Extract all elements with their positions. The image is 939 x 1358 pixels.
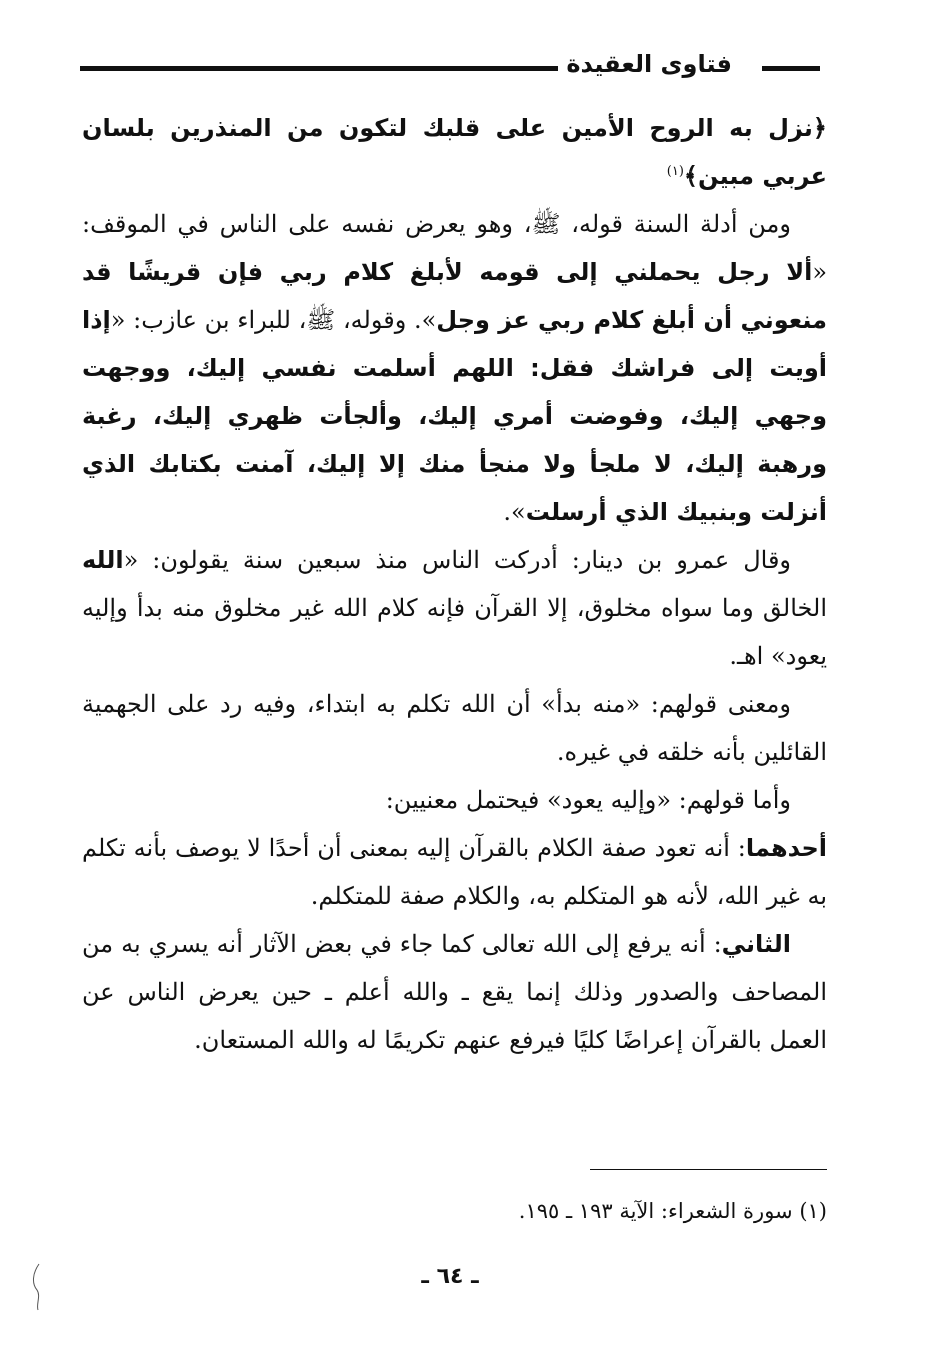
text-segment: وقال عمرو بن دينار: أدركت الناس منذ سبعين سنة يقولون: « [123, 546, 791, 574]
hadith-quote: إذا أويت إلى فراشك فقل: اللهم أسلمت نفسي إليك، ووجهت وجهي إليك، وفوضت أمري إليك، وألجأت ظهري إليك، رغبة ورهبة إليك، لا ملجأ ولا منجأ منك إلا إليك، آمنت بكتابك الذي أنزلت وبنبيك الذي أرسلت [82, 306, 827, 526]
body-text [82, 104, 827, 1064]
text-segment: : أنه يرفع إلى الله تعالى كما جاء في بعض الآثار أنه يسري به من المصاحف والصدور وذلك إنما يقع ـ والله أعلم ـ حين يعرض الناس عن العمل بالقرآن إعراضًا كليًا فيرفع عنهم تكريمًا له والله المستعان. [82, 930, 827, 1054]
term-label: الثاني [721, 930, 791, 958]
paragraph [82, 920, 827, 1064]
text-segment: ومن أدلة السنة قوله، ﷺ، وهو يعرض نفسه على الناس في الموقف: « [82, 210, 827, 286]
hadith-quote: ألا رجل يحملني إلى قومه لأبلغ كلام ربي فإن قريشًا قد منعوني أن أبلغ كلام ربي عز وجل [82, 258, 827, 334]
text-segment: الخالق وما سواه مخلوق، إلا القرآن فإنه كلام الله غير مخلوق منه بدأ وإليه يعود» اهـ. [82, 594, 827, 670]
text-segment: ». وقوله، ﷺ، للبراء بن عازب: « [110, 306, 437, 334]
paragraph [82, 776, 827, 824]
footnote: (١) سورة الشعراء: الآية ١٩٣ ـ ١٩٥. [518, 1199, 827, 1223]
page-number: ـ ٦٤ ـ [421, 1264, 479, 1289]
text-segment: ». [503, 498, 526, 526]
text-segment: ومعنى قولهم: «منه بدأ» أن الله تكلم به ابتداء، وفيه رد على الجهمية القائلين بأنه خلقه في غيره. [82, 690, 827, 766]
paragraph [82, 104, 827, 200]
paragraph [82, 536, 827, 680]
quran-verse: ﴿نزل به الروح الأمين على قلبك لتكون من المنذرين بلسان عربي مبين﴾ [82, 114, 827, 190]
header-title: فتاوى العقيدة [566, 50, 732, 78]
paragraph [82, 680, 827, 776]
footnote-rule [590, 1169, 827, 1170]
text-segment-bold: الله [82, 546, 124, 574]
footnote-marker: (١) [666, 164, 684, 179]
header-rule-left [80, 66, 558, 71]
paragraph [82, 824, 827, 920]
header-rule-right [762, 66, 820, 71]
paragraph [82, 200, 827, 536]
text-segment: : أنه تعود صفة الكلام بالقرآن إليه بمعنى أن أحدًا لا يوصف بأنه تكلم به غير الله، لأنه هو المتكلم به، والكلام صفة للمتكلم. [82, 834, 827, 910]
page-header [80, 40, 820, 90]
text-segment: وأما قولهم: «وإليه يعود» فيحتمل معنيين: [385, 786, 791, 814]
term-label: أحدهما [745, 834, 827, 862]
margin-mark-icon [30, 1262, 44, 1312]
